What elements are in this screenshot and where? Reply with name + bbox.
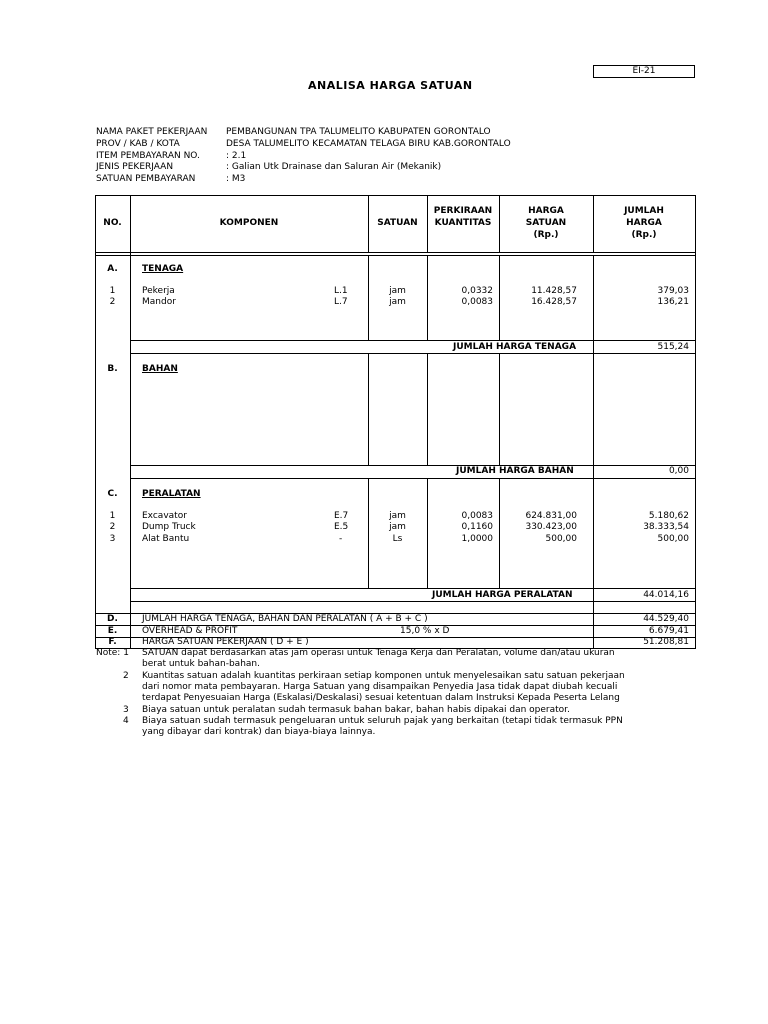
col-header-jumlah: (Rp.) bbox=[631, 230, 657, 240]
summary-label: OVERHEAD & PROFIT bbox=[142, 626, 238, 636]
table-border bbox=[130, 478, 696, 479]
summary-letter: D. bbox=[107, 614, 118, 624]
row-no: 2 bbox=[109, 297, 116, 307]
info-value: : Galian Utk Drainase dan Saluran Air (Mekanik) bbox=[226, 162, 442, 172]
row-qty: 0,0083 bbox=[461, 511, 493, 521]
note-line: Kuantitas satuan adalah kuantitas perkiraan setiap komponen untuk menyelesaikan satu satuan pekerjaan bbox=[142, 671, 625, 681]
summary-letter: E. bbox=[107, 626, 118, 636]
col-header-harga: (Rp.) bbox=[533, 230, 559, 240]
info-value: : 2.1 bbox=[226, 151, 247, 161]
table-border bbox=[427, 353, 428, 465]
note-number: 4 bbox=[123, 716, 129, 726]
info-label: SATUAN PEMBAYARAN bbox=[96, 174, 196, 184]
note-number: 2 bbox=[123, 671, 129, 681]
table-border bbox=[368, 478, 369, 588]
row-unit: Ls bbox=[392, 534, 403, 544]
note-line: yang dibayar dari kontrak) dan biaya-biaya lainnya. bbox=[142, 727, 376, 737]
table-border bbox=[95, 252, 696, 253]
row-no: 3 bbox=[109, 534, 116, 544]
table-border bbox=[130, 601, 696, 602]
row-qty: 0,1160 bbox=[461, 522, 493, 532]
info-value: : M3 bbox=[226, 174, 246, 184]
subtotal-label: JUMLAH HARGA BAHAN bbox=[456, 466, 574, 476]
col-header-no: NO. bbox=[103, 218, 122, 228]
row-code: E.5 bbox=[334, 522, 349, 532]
row-total: 500,00 bbox=[657, 534, 689, 544]
table-border bbox=[130, 588, 696, 589]
row-unit: jam bbox=[389, 297, 406, 307]
row-name: Mandor bbox=[142, 297, 176, 307]
note-line: SATUAN dapat berdasarkan atas jam operasi untuk Tenaga Kerja dan Peralatan, volume dan/atau ukuran bbox=[142, 648, 615, 658]
info-label: JENIS PEKERJAAN bbox=[96, 162, 174, 172]
info-label: NAMA PAKET PEKERJAAN bbox=[96, 127, 208, 137]
row-total: 379,03 bbox=[657, 286, 689, 296]
row-total: 5.180,62 bbox=[648, 511, 689, 521]
table-border bbox=[593, 353, 594, 465]
section-letter: A. bbox=[107, 264, 118, 274]
subtotal-value: 0,00 bbox=[668, 466, 689, 476]
row-code: L.7 bbox=[334, 297, 348, 307]
row-name: Dump Truck bbox=[142, 522, 196, 532]
col-header-harga: HARGA bbox=[528, 206, 564, 216]
note-line: dari nomor mata pembayaran. Harga Satuan yang disampaikan Penyedia Jasa tidak dapat diubah kecuali bbox=[142, 682, 618, 692]
page-title: ANALISA HARGA SATUAN bbox=[308, 79, 473, 92]
row-total: 136,21 bbox=[657, 297, 689, 307]
info-value: DESA TALUMELITO KECAMATAN TELAGA BIRU KAB.GORONTALO bbox=[226, 139, 511, 149]
col-header-kuantitas: PERKIRAAN bbox=[433, 206, 493, 216]
subtotal-value: 515,24 bbox=[657, 342, 689, 352]
note-line: berat untuk bahan-bahan. bbox=[142, 659, 260, 669]
row-qty: 0,0083 bbox=[461, 297, 493, 307]
section-title: PERALATAN bbox=[142, 489, 201, 499]
note-line: Biaya satuan sudah termasuk pengeluaran untuk seluruh pajak yang berkaitan (tetapi tidak termasuk PPN bbox=[142, 716, 623, 726]
section-title: BAHAN bbox=[142, 364, 178, 374]
row-name: Alat Bantu bbox=[142, 534, 190, 544]
subtotal-value: 44.014,16 bbox=[643, 590, 689, 600]
notes-label: Note: 1 bbox=[96, 648, 129, 658]
subtotal-label: JUMLAH HARGA TENAGA bbox=[453, 342, 577, 352]
table-border bbox=[499, 478, 500, 588]
summary-label: HARGA SATUAN PEKERJAAN ( D + E ) bbox=[142, 637, 309, 647]
row-name: Excavator bbox=[142, 511, 187, 521]
row-no: 2 bbox=[109, 522, 116, 532]
summary-label: JUMLAH HARGA TENAGA, BAHAN DAN PERALATAN ( A + B + C ) bbox=[142, 614, 428, 624]
table-border bbox=[130, 340, 696, 341]
summary-value: 6.679,41 bbox=[648, 626, 689, 636]
col-header-jumlah: JUMLAH bbox=[624, 206, 664, 216]
row-unit: jam bbox=[389, 286, 406, 296]
note-line: Biaya satuan untuk peralatan sudah termasuk bahan bakar, bahan habis dipakai dan operator. bbox=[142, 705, 570, 715]
table-border bbox=[427, 478, 428, 588]
row-qty: 1,0000 bbox=[461, 534, 493, 544]
summary-value: 44.529,40 bbox=[643, 614, 689, 624]
summary-formula: 15,0 % x D bbox=[400, 626, 450, 636]
summary-value: 51.208,81 bbox=[643, 637, 689, 647]
note-number: 3 bbox=[123, 705, 129, 715]
table-border bbox=[499, 353, 500, 465]
row-price: 11.428,57 bbox=[531, 286, 577, 296]
section-title: TENAGA bbox=[142, 264, 184, 274]
row-total: 38.333,54 bbox=[643, 522, 689, 532]
table-border bbox=[95, 255, 696, 256]
row-unit: jam bbox=[389, 511, 406, 521]
table-border bbox=[593, 478, 594, 588]
row-unit: jam bbox=[389, 522, 406, 532]
info-value: PEMBANGUNAN TPA TALUMELITO KABUPATEN GORONTALO bbox=[226, 127, 491, 137]
subtotal-label: JUMLAH HARGA PERALATAN bbox=[432, 590, 573, 600]
row-price: 624.831,00 bbox=[525, 511, 577, 521]
row-name: Pekerja bbox=[142, 286, 175, 296]
table-border bbox=[95, 195, 696, 196]
table-border bbox=[130, 353, 696, 354]
table-border bbox=[695, 195, 696, 649]
row-price: 500,00 bbox=[545, 534, 577, 544]
summary-letter: F. bbox=[108, 637, 117, 647]
note-line: terdapat Penyesuaian Harga (Eskalasi/Deskalasi) sesuai ketentuan dalam Instruksi Kepada Peserta Lelang bbox=[142, 693, 620, 703]
info-label: ITEM PEMBAYARAN NO. bbox=[96, 151, 200, 161]
section-letter: B. bbox=[107, 364, 118, 374]
row-no: 1 bbox=[109, 511, 116, 521]
section-letter: C. bbox=[107, 489, 118, 499]
col-header-kuantitas: KUANTITAS bbox=[434, 218, 492, 228]
col-header-komponen: KOMPONEN bbox=[219, 218, 279, 228]
row-price: 16.428,57 bbox=[531, 297, 577, 307]
col-header-satuan: SATUAN bbox=[377, 218, 418, 228]
table-border bbox=[593, 601, 594, 613]
row-qty: 0,0332 bbox=[461, 286, 493, 296]
row-no: 1 bbox=[109, 286, 116, 296]
row-price: 330.423,00 bbox=[525, 522, 577, 532]
info-label: PROV / KAB / KOTA bbox=[96, 139, 180, 149]
row-code: E.7 bbox=[334, 511, 349, 521]
col-header-jumlah: HARGA bbox=[626, 218, 662, 228]
doc-code: EI-21 bbox=[632, 66, 656, 76]
table-border bbox=[130, 195, 131, 649]
table-border bbox=[368, 353, 369, 465]
row-code: - bbox=[339, 534, 343, 544]
row-code: L.1 bbox=[334, 286, 348, 296]
col-header-harga: SATUAN bbox=[525, 218, 567, 228]
